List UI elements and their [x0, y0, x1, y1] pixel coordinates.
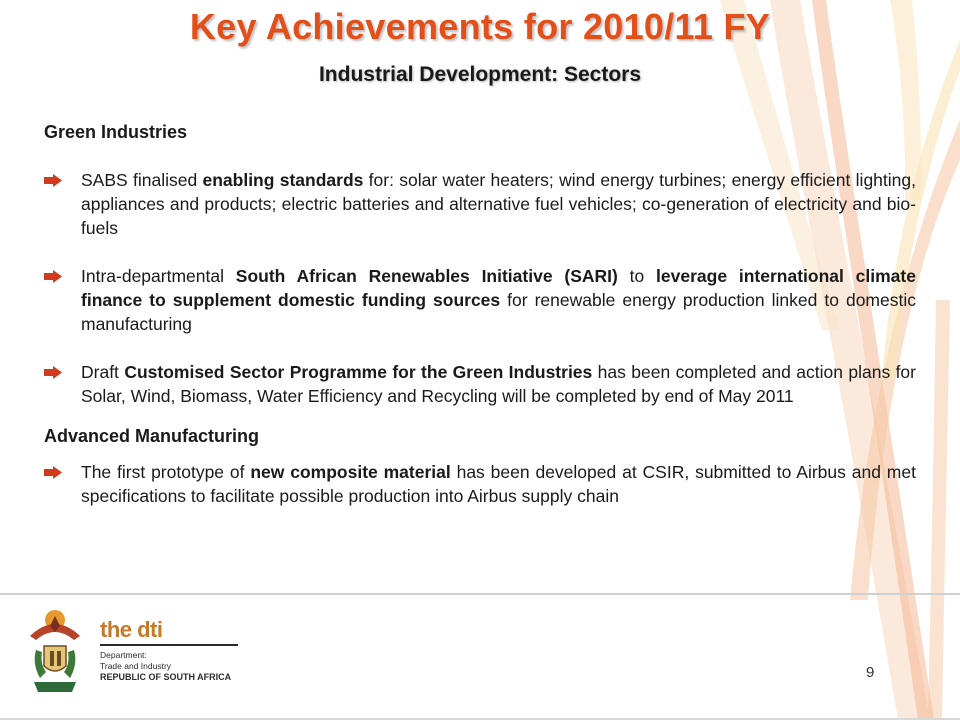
bullet-text-run: has been completed and action plans for Solar, Wind, Biomass, Water Efficiency and Recycling will be completed by end of May 2011 — [81, 362, 916, 406]
bullet-text-run: The first prototype of — [81, 462, 251, 482]
bullet-list-advanced-manufacturing — [44, 460, 916, 508]
bullet-text-run: to — [617, 266, 657, 286]
bullet-text-run: SABS finalised — [81, 170, 203, 190]
arrow-bullet-icon — [44, 466, 62, 479]
logo-line-trade: Trade and Industry — [100, 661, 172, 671]
bullet-text-bold: new composite material — [250, 462, 451, 482]
bullet-text-run: Draft — [81, 362, 125, 382]
bullet-text-run: for renewable energy production linked to domestic manufacturing — [81, 290, 916, 334]
footer-divider — [0, 593, 960, 595]
arrow-bullet-icon — [44, 174, 62, 187]
bullet-text — [81, 362, 916, 406]
arrow-bullet-icon — [44, 366, 62, 379]
bullet-text-bold: enabling standards — [202, 170, 364, 190]
section-heading-green-industries: Green Industries — [44, 122, 188, 142]
bullet-item — [44, 460, 916, 508]
slide-content — [44, 120, 916, 508]
bullet-item — [44, 360, 916, 408]
bullet-text-run: for: solar water heaters; wind energy turbines; energy efficient lighting, appliances and products; electric batteries and alternative fuel vehicles; co-generation of electricity and bio-fuels — [81, 170, 916, 238]
arrow-bullet-icon — [44, 270, 62, 283]
page-title: Key Achievements for 2010/11 FY — [189, 6, 771, 47]
bullet-text — [81, 170, 916, 238]
bullet-text — [81, 462, 916, 506]
logo-line-republic: REPUBLIC OF SOUTH AFRICA — [100, 672, 232, 682]
logo-rule — [100, 644, 238, 646]
bullet-text — [81, 266, 916, 334]
dti-logo — [100, 618, 260, 683]
page-number: 9 — [866, 664, 875, 681]
bullet-text-run: has been developed at CSIR, submitted to Airbus and met specifications to facilitate possible production into Airbus supply chain — [81, 462, 916, 506]
bullet-text-bold: Customised Sector Programme for the Green Industries — [124, 362, 593, 382]
section-heading-advanced-manufacturing: Advanced Manufacturing — [44, 426, 260, 446]
page-subtitle: Industrial Development: Sectors — [318, 63, 642, 86]
bullet-text-run: Intra-departmental — [81, 266, 236, 286]
bullet-text-bold: leverage international climate finance to supplement domestic funding sources — [81, 266, 916, 310]
bullet-item — [44, 168, 916, 240]
dti-brand-name: the dti — [100, 617, 163, 642]
bullet-text-bold: South African Renewables Initiative (SARI) — [235, 266, 618, 286]
coat-of-arms-icon — [24, 606, 86, 698]
logo-line-department: Department: — [100, 650, 147, 660]
bullet-item — [44, 264, 916, 336]
bullet-list-green-industries — [44, 168, 916, 408]
